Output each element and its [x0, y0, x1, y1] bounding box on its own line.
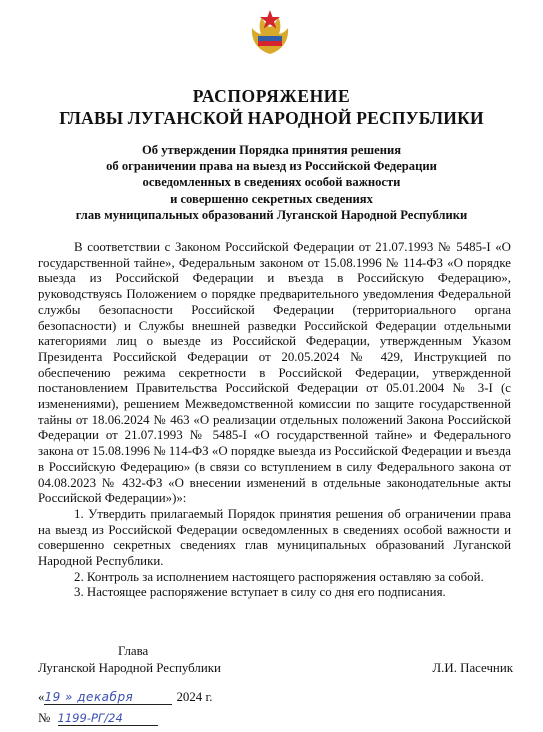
- date-open-quote: «: [38, 690, 45, 704]
- signature-block: [38, 643, 513, 677]
- signer-position: Глава: [118, 644, 149, 658]
- subject-line: об ограничении права на выезд из Российской Федерации: [106, 159, 437, 174]
- subject-line: осведомленных в сведениях особой важности: [142, 175, 401, 190]
- document-date: [38, 690, 213, 705]
- subject-line: глав муниципальных образований Луганской Народной Республики: [75, 207, 468, 222]
- date-year: 2024 г.: [176, 690, 213, 704]
- date-handwritten: 19 » декабря: [44, 690, 172, 705]
- document-issuer: ГЛАВЫ ЛУГАНСКОЙ НАРОДНОЙ РЕСПУБЛИКИ: [59, 108, 484, 128]
- order-item-3: 3. Настоящее распоряжение вступает в силу со дня его подписания.: [74, 585, 446, 600]
- document-number: [38, 711, 158, 726]
- coat-of-arms-icon: [249, 6, 291, 56]
- order-item-1: 1. Утвердить прилагаемый Порядок принятия решения об ограничении права на выезд из Российской Федерации осведомленных в сведениях особой важности и совершенно секретных сведениях глав муниципальных образований Луганской Народной Республики.: [38, 506, 511, 569]
- signer-name: Л.И. Пасечник: [432, 661, 513, 675]
- number-label: №: [38, 711, 51, 725]
- document-body: [38, 240, 511, 601]
- signer-position-full: Луганской Народной Республики: [38, 661, 221, 675]
- subject-line: Об утверждении Порядка принятия решения: [141, 143, 402, 157]
- number-handwritten: 1199-РГ/24: [58, 711, 158, 726]
- document-title: РАСПОРЯЖЕНИЕ: [192, 86, 351, 106]
- document-subject: [0, 142, 543, 223]
- preamble-paragraph: В соответствии с Законом Российской Федерации от 21.07.1993 № 5485-I «О государственной тайне», Федеральным законом от 15.08.1996 № 114-ФЗ «О порядке выезда из Российской Федерации и въезда в Российскую Федерацию», руководствуясь Положением о порядке предварительного уведомления Федеральной службы безопасности Российской Федерации (территориального органа безопасности) и Службы внешней разведки Российской Федерации отдельными категориями лиц о выезде из Российской Федерации, утвержденным Указом Президента Российской Федерации от 20.05.2024 № 429, Инструкцией по обеспечению режима секретности в Российской Федерации, утвержденной постановлением Правительства Российской Федерации от 05.01.2004 № 3-I (с изменениями), решением Межведомственной комиссии по защите государственной тайны от 18.06.2024 № 463 «О реализации отдельных положений Закона Российской Федерации от 21.07.1993 № 5485-I «О государственной тайне» и Федерального закона от 15.08.1996 № 114-ФЗ «О порядке выезда из Российской Федерации и въезда в Российскую Федерацию» (в связи со вступлением в силу Федерального закона от 04.08.2023 № 432-ФЗ «О внесении изменений в отдельные законодательные акты Российской Федерации»)»:: [38, 240, 511, 506]
- subject-line: и совершенно секретных сведениях: [170, 191, 373, 206]
- order-item-2: 2. Контроль за исполнением настоящего распоряжения оставляю за собой.: [74, 569, 484, 584]
